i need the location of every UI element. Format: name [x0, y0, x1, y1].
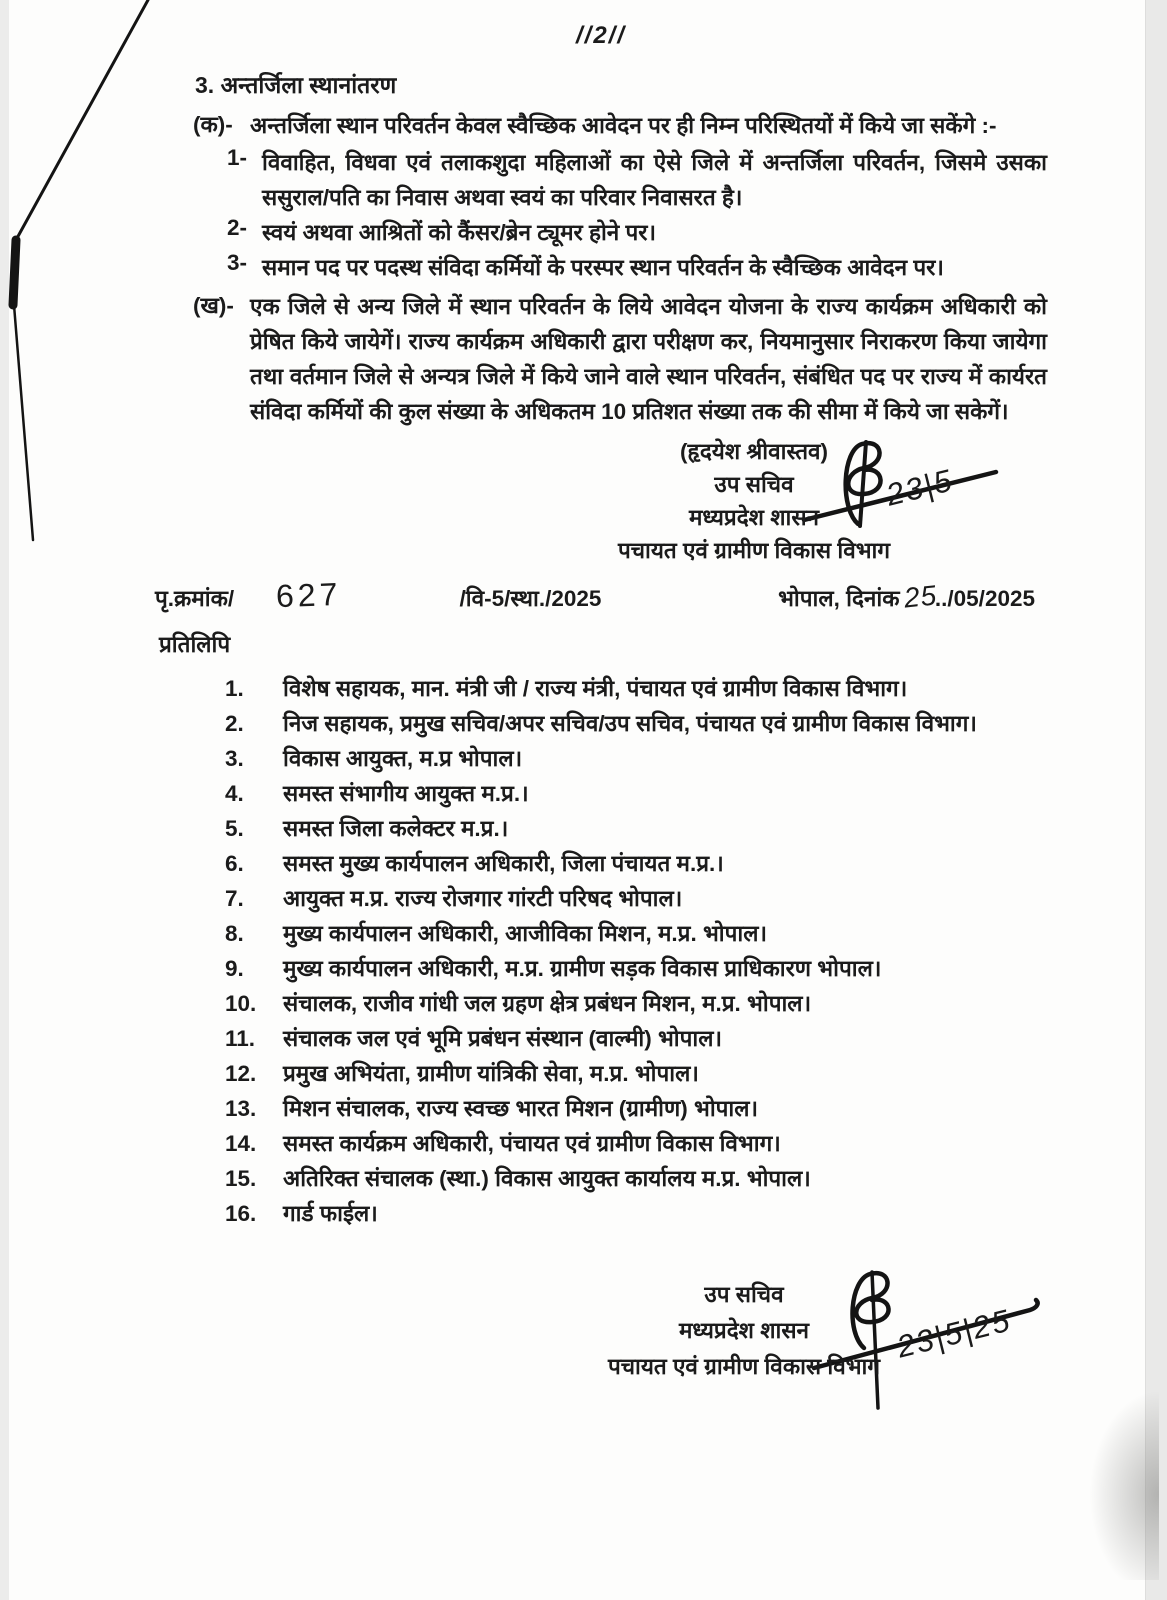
- list-item: [225, 1091, 1047, 1126]
- sub-item-text: विवाहित, विधवा एवं तलाकशुदा महिलाओं का ऐसे जिले में अन्तर्जिला परिवर्तन, जिसमे उसका ससुराल/पति का निवास अथवा स्वयं का परिवार निवासरत है।: [262, 150, 1047, 210]
- ref-prefix: पृ.क्रमांक/: [155, 586, 235, 611]
- list-item: [225, 811, 1047, 846]
- clause-ka-text: अन्तर्जिला स्थान परिवर्तन केवल स्वैच्छिक आवेदन पर ही निम्न परिस्थितयों में किये जा सकेंगे :-: [250, 113, 997, 138]
- signatory-name: (हृदयेश श्रीवास्तव): [679, 439, 829, 464]
- list-item: [225, 846, 1047, 881]
- list-item-number: 12.: [225, 1061, 257, 1086]
- list-item-text: संचालक जल एवं भूमि प्रबंधन संस्थान (वाल्मी) भोपाल।: [283, 1026, 723, 1051]
- sub-item-list: [155, 145, 1047, 285]
- list-item-number: 11.: [225, 1026, 256, 1051]
- sub-item-number: 2-: [227, 215, 248, 240]
- sub-item-text: समान पद पर पदस्थ संविदा कर्मियों के परस्पर स्थान परिवर्तन के स्वैच्छिक आवेदन पर।: [262, 255, 944, 280]
- signatory-government: मध्यप्रदेश शासन: [678, 1318, 810, 1343]
- list-item: [225, 706, 1047, 741]
- sub-item-number: 1-: [227, 145, 248, 170]
- list-item-number: 5.: [225, 816, 244, 841]
- list-item-text: मुख्य कार्यपालन अधिकारी, म.प्र. ग्रामीण सड़क विकास प्राधिकारण भोपाल।: [283, 956, 882, 981]
- list-item: [225, 776, 1047, 811]
- signature-2-handwritten-date: 23|5|25: [893, 1302, 1015, 1365]
- reference-line: [155, 577, 1047, 614]
- list-item: [225, 1126, 1047, 1161]
- ref-file-code: /वि-5/स्था./2025: [459, 586, 602, 611]
- list-item: [225, 1161, 1047, 1196]
- clause-kha: [155, 289, 1047, 429]
- ref-number-handwritten: 627: [275, 575, 343, 615]
- list-item-text: समस्त संभागीय आयुक्त म.प्र.।: [283, 781, 529, 806]
- sub-item-text: स्वयं अथवा आश्रितों को कैंसर/ब्रेन ट्यूमर होने पर।: [262, 220, 657, 245]
- scan-shadow-smudge: [1089, 1390, 1159, 1580]
- sub-item: [227, 145, 1047, 215]
- signature-1-handwritten-date: 23|5: [882, 462, 957, 513]
- list-item-number: 1.: [225, 676, 244, 701]
- sub-item: [227, 250, 1047, 285]
- list-item-number: 13.: [225, 1096, 257, 1121]
- signatory-title: उप सचिव: [714, 472, 794, 497]
- signature-2-block: [529, 1277, 959, 1385]
- list-item-number: 15.: [225, 1166, 257, 1191]
- list-item-text: विशेष सहायक, मान. मंत्री जी / राज्य मंत्री, पंचायत एवं ग्रामीण विकास विभाग।: [283, 676, 908, 701]
- list-item-number: 4.: [225, 781, 244, 806]
- list-item-text: समस्त कार्यक्रम अधिकारी, पंचायत एवं ग्रामीण विकास विभाग।: [283, 1131, 781, 1156]
- list-item-number: 16.: [225, 1201, 257, 1226]
- list-item-text: संचालक, राजीव गांधी जल ग्रहण क्षेत्र प्रबंधन मिशन, म.प्र. भोपाल।: [283, 991, 812, 1016]
- list-item-number: 7.: [225, 886, 244, 911]
- list-item-text: विकास आयुक्त, म.प्र भोपाल।: [283, 746, 523, 771]
- list-item-number: 8.: [225, 921, 244, 946]
- list-item-number: 14.: [225, 1131, 257, 1156]
- list-item: [225, 741, 1047, 776]
- ref-date-rest: ../05/2025: [934, 586, 1035, 611]
- clause-ka-label: (क)-: [193, 112, 233, 137]
- list-item: [225, 881, 1047, 916]
- list-item-text: अतिरिक्त संचालक (स्था.) विकास आयुक्त कार्यालय म.प्र. भोपाल।: [283, 1166, 811, 1191]
- list-item: [225, 671, 1047, 706]
- page-corner-fold-line: [0, 0, 170, 560]
- clause-kha-label: (ख)-: [193, 293, 234, 318]
- list-item-number: 3.: [225, 746, 244, 771]
- signatory-government: मध्यप्रदेश शासन: [688, 505, 820, 530]
- list-item-text: आयुक्त म.प्र. राज्य रोजगार गांरटी परिषद भोपाल।: [283, 886, 683, 911]
- list-item-text: मुख्य कार्यपालन अधिकारी, आजीविका मिशन, म.प्र. भोपाल।: [283, 921, 768, 946]
- list-item-number: 6.: [225, 851, 244, 876]
- list-item: [225, 916, 1047, 951]
- sub-item: [227, 215, 1047, 250]
- copy-list: [155, 671, 1047, 1231]
- list-item-number: 10.: [225, 991, 257, 1016]
- list-item-text: समस्त जिला कलेक्टर म.प्र.।: [283, 816, 509, 841]
- list-item-text: मिशन संचालक, राज्य स्वच्छ भारत मिशन (ग्रामीण) भोपाल।: [283, 1096, 759, 1121]
- list-item: [225, 1196, 1047, 1231]
- signatory-title: उप सचिव: [704, 1282, 784, 1307]
- clause-kha-text: एक जिले से अन्य जिले में स्थान परिवर्तन के लिये आवेदन योजना के राज्य कार्यक्रम अधिकारी को प्रेषित किये जायेगें। राज्य कार्यक्रम अधिकारी द्वारा परीक्षण कर, नियमानुसार निराकरण किया जायेगा तथा वर्तमान जिले से अन्यत्र जिले में किये जाने वाले स्थान परिवर्तन, संबंधित पद पर राज्य में कार्यरत संविदा कर्मियों की कुल संख्या के अधिकतम 10 प्रतिशत संख्या तक की सीमा में किये जा सकेगें।: [250, 294, 1047, 424]
- list-item: [225, 951, 1047, 986]
- ref-place-date: [778, 581, 1035, 613]
- list-item-text: निज सहायक, प्रमुख सचिव/अपर सचिव/उप सचिव, पंचायत एवं ग्रामीण विकास विभाग।: [283, 711, 977, 736]
- signatory-department: पचायत एवं ग्रामीण विकास विभाग: [607, 1354, 881, 1379]
- list-item: [225, 1021, 1047, 1056]
- list-item: [225, 986, 1047, 1021]
- list-item-number: 9.: [225, 956, 244, 981]
- ref-place-date-prefix: भोपाल, दिनांक: [778, 586, 906, 611]
- list-item-text: प्रमुख अभियंता, ग्रामीण यांत्रिकी सेवा, म.प्र. भोपाल।: [283, 1061, 699, 1086]
- clause-ka: [155, 108, 1047, 143]
- list-item-number: 2.: [225, 711, 244, 736]
- signatory-department: पचायत एवं ग्रामीण विकास विभाग: [617, 538, 891, 563]
- sub-item-number: 3-: [227, 250, 248, 275]
- ref-day-handwritten: 25: [902, 579, 939, 614]
- list-item: [225, 1056, 1047, 1091]
- page-number: //2//: [575, 22, 627, 49]
- section-heading: 3. अन्तर्जिला स्थानांतरण: [195, 72, 397, 98]
- document-content: [155, 22, 1047, 1385]
- page-edge-right: [1145, 0, 1167, 1600]
- list-item-text: गार्ड फाईल।: [283, 1201, 378, 1226]
- list-item-text: समस्त मुख्य कार्यपालन अधिकारी, जिला पंचायत म.प्र.।: [283, 851, 724, 876]
- signature-1-block: [539, 435, 969, 567]
- copy-label: प्रतिलिपि: [159, 632, 231, 657]
